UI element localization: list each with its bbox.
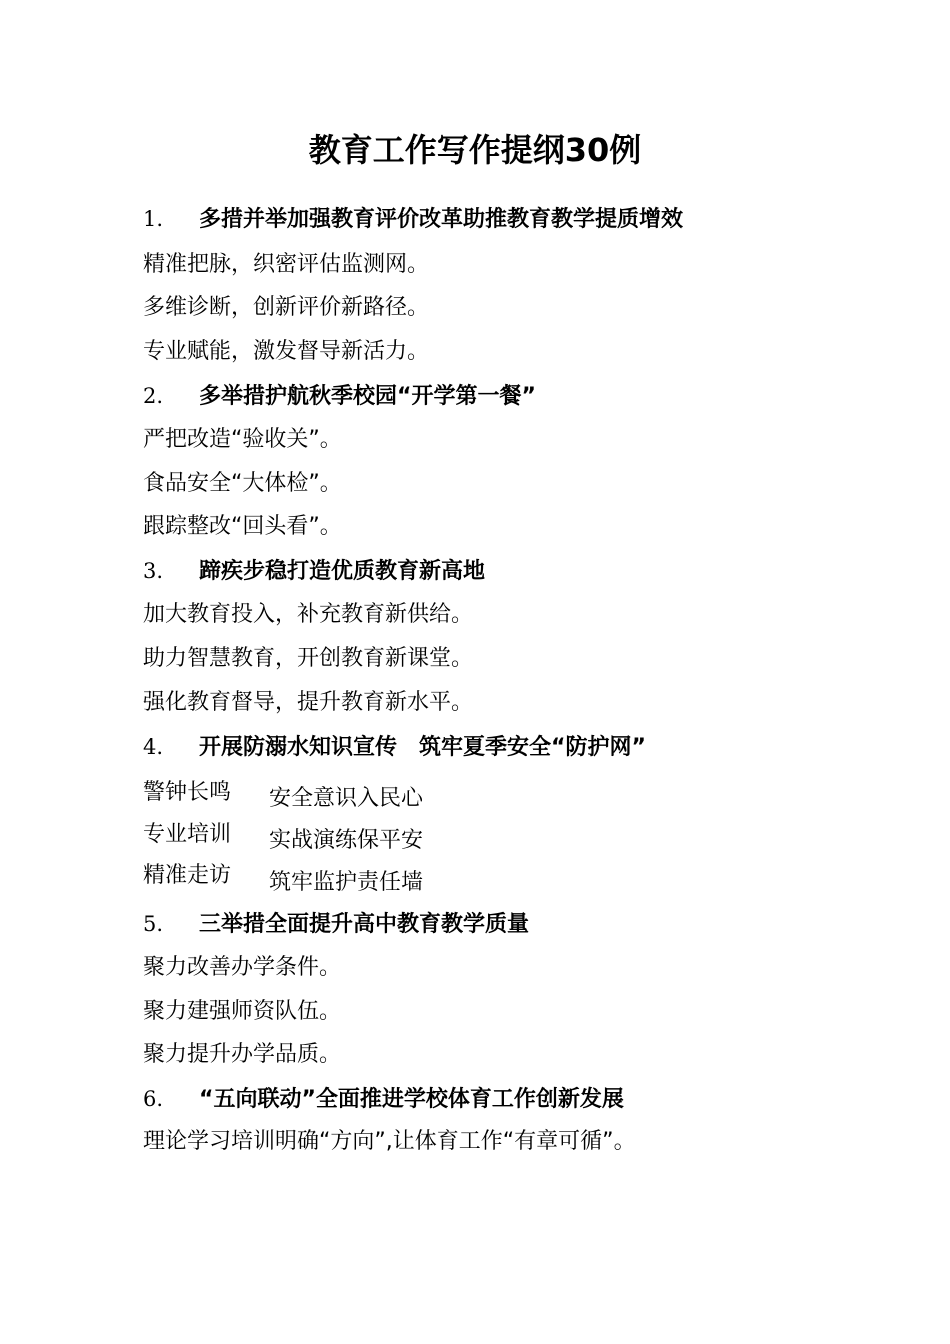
section-number: 2. xyxy=(143,384,164,408)
body-line: 跟踪整改“回头看”。 xyxy=(143,514,342,539)
body-line: 多维诊断，创新评价新路径。 xyxy=(143,295,430,320)
pair-right-text: 实战演练保平安 xyxy=(269,828,424,853)
pair-left-text: 专业培训 xyxy=(143,822,232,847)
section-title: 蹄疾步稳打造优质教育新高地 xyxy=(199,559,486,584)
body-line: 聚力建强师资队伍。 xyxy=(143,999,342,1024)
pair-left-text: 精准走访 xyxy=(143,863,232,888)
body-line: 强化教育督导，提升教育新水平。 xyxy=(143,690,474,715)
section-heading xyxy=(143,909,529,940)
section-title: 多举措护航秋季校园“开学第一餐” xyxy=(199,384,536,409)
section-heading xyxy=(143,204,683,235)
section-heading xyxy=(143,381,536,412)
section-number: 1. xyxy=(143,207,164,231)
pair-right-text: 安全意识入民心 xyxy=(269,786,424,811)
body-line: 助力智慧教育，开创教育新课堂。 xyxy=(143,646,474,671)
section-number: 6. xyxy=(143,1087,164,1111)
section-number: 4. xyxy=(143,735,164,759)
pair-left-text: 警钟长鸣 xyxy=(143,780,232,805)
section-number: 5. xyxy=(143,912,164,936)
pair-right-text: 筑牢监护责任墙 xyxy=(269,870,424,895)
section-number: 3. xyxy=(143,559,164,583)
body-line: 专业赋能，激发督导新活力。 xyxy=(143,339,430,364)
section-heading xyxy=(143,556,485,587)
body-line: 理论学习培训明确“方向”,让体育工作“有章可循”。 xyxy=(143,1129,636,1154)
body-line: 聚力改善办学条件。 xyxy=(143,955,342,980)
section-title: “五向联动”全面推进学校体育工作创新发展 xyxy=(199,1087,624,1112)
page-title: 教育工作写作提纲30例 xyxy=(308,131,642,169)
section-heading xyxy=(143,732,646,763)
body-line: 食品安全“大体检”。 xyxy=(143,471,342,496)
body-line: 精准把脉，织密评估监测网。 xyxy=(143,252,430,277)
section-title: 开展防溺水知识宣传 筑牢夏季安全“防护网” xyxy=(199,735,646,760)
section-title: 三举措全面提升高中教育教学质量 xyxy=(199,912,530,937)
section-heading xyxy=(143,1084,624,1115)
body-line: 聚力提升办学品质。 xyxy=(143,1042,342,1067)
section-title: 多措并举加强教育评价改革助推教育教学提质增效 xyxy=(199,207,684,232)
body-line: 严把改造“验收关”。 xyxy=(143,427,342,452)
body-line: 加大教育投入，补充教育新供给。 xyxy=(143,602,474,627)
